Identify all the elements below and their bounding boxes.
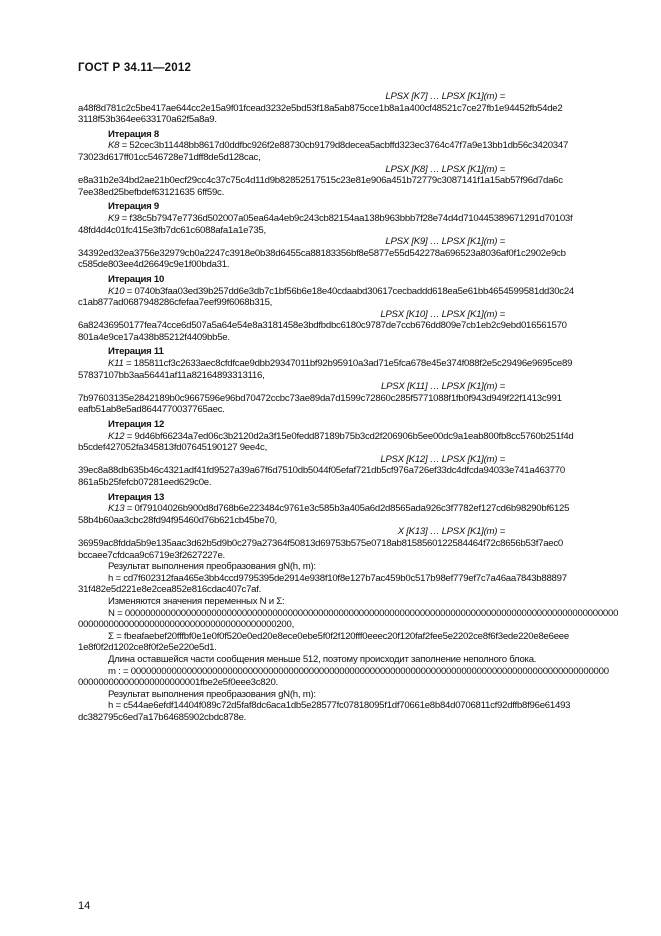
hex-line: 39ec8a88db635b46c4321adf41fd9527a39a67f6d7510db5044f05efaf721db5cf976a726ef33dc4dfcda94033e741a463770	[78, 465, 565, 477]
hash-line: h = cd7f602312faa465e3bb4ccd9795395de2914e938f10f8e127b7ac459b0c517b98ef779ef7c7a46aa7843b88897	[108, 572, 567, 584]
page-number: 14	[78, 900, 91, 912]
message-line: m : = 0000000000000000000000000000000000000000000000000000000000000000000000000000000000000000000000	[108, 665, 609, 677]
formula-line: LPSX [K8] … LPSX [K1](m) =	[385, 163, 505, 175]
hex-line: e8a31b2e34bd2ae21b0ecf29cc4c37c75c4d11d9b82852517515c23e81e906a451b72779c3087141f1a15ab57f96d7da6c	[78, 175, 563, 187]
iteration-heading: Итерация 12	[108, 419, 165, 431]
key-line: K8 = 52cec3b11448bb8617d0ddfbc926f2e88730cb9179d8decea5acbffd323ec3764c47f7a9e13bb1db56c3420347	[108, 140, 569, 152]
iteration-heading: Итерация 9	[108, 201, 160, 213]
hex-line: b5cdef427052fa345813fd07645190127 9ee4c,	[78, 442, 267, 454]
hex-line: 57837107bb3aa56441af11a82164893313116,	[78, 369, 265, 381]
hex-line: 861a5b25fefcb07281eed629c0e.	[78, 477, 212, 488]
formula-line: X [K13] … LPSX [K1](m) =	[397, 526, 505, 538]
formula-line: LPSX [K11] … LPSX [K1](m) =	[381, 381, 505, 393]
hex-line: dc382795c6ed7a17b64685902cbdc878e.	[78, 711, 247, 723]
hex-line: 1e8f0f2d1202ce8f0f2e5e220e5d1.	[78, 642, 217, 654]
iteration-heading: Итерация 11	[108, 346, 164, 358]
key-line: K9 = f38c5b7947e7736d502007a05ea64a4eb9c243cb82154aa138b963bbb7f28e74d4d710445389671291d70103f	[108, 212, 573, 224]
sigma-line: Σ = fbeafaebef20fffbf0e1e0f0f520e0ed20e8ece0ebe5f0f2f120fff0eeec20f120faf2fee5e2202ce8f6f3ede220e8e6eee	[108, 630, 569, 642]
counter-line: N = 0000000000000000000000000000000000000000000000000000000000000000000000000000000000000000000000000	[108, 607, 619, 619]
document-body	[78, 91, 619, 723]
hex-line: 73023d617ff01cc546728e71dff8de5d128cac,	[78, 151, 261, 163]
key-line: K12 = 9d46bf66234a7ed06c3b2120d2a3f15e0fedd87189b75b3cd2f206906b5ee00dc9a1eab800fb8cc5760b251f4d	[108, 430, 574, 442]
formula-line: LPSX [K7] … LPSX [K1](m) =	[385, 91, 505, 102]
formula-line: LPSX [K10] … LPSX [K1](m) =	[380, 308, 505, 320]
hex-line: eafb51ab8e5ad8644770037765aec.	[78, 404, 225, 416]
hex-line: 7b97603135e2842189b0c9667596e96bd70472ccbc73ae89da7d1599c72860c285f5771088f1fb0f943d949f22f1413c991	[78, 392, 562, 404]
document-header: ГОСТ Р 34.11—2012	[78, 62, 192, 74]
paragraph-text: Изменяются значения переменных N и Σ:	[108, 595, 285, 607]
hash-line: h = c544ae6efdf14404f089c72d5faf8dc6aca1db5e28577fc07818095f1df70661e8b84d0706811cf92dffb8f96e61493	[108, 700, 571, 712]
iteration-heading: Итерация 10	[108, 273, 165, 285]
hex-line: 31f482e5d221e8e2cea852e816cdac407c7af.	[78, 584, 262, 596]
formula-line: LPSX [K9] … LPSX [K1](m) =	[385, 236, 505, 248]
hex-line: 58b4b60aa3cbc28fd94f95460d76b621cb45be70,	[78, 514, 277, 526]
iteration-heading: Итерация 13	[108, 491, 165, 503]
formula-line: LPSX [K12] … LPSX [K1](m) =	[380, 453, 505, 465]
hex-line: c1ab877ad0687948286cfefaa7eef99f6068b315,	[78, 297, 273, 309]
key-line: K11 = 185811cf3c2633aec8cfdfcae9dbb29347011bf92b95910a3ad71e5fca678e45e374f088f2e5c29496e9695ce89	[108, 358, 573, 370]
paragraph-text: Результат выполнения преобразования gN(h, m):	[108, 688, 316, 700]
iteration-heading: Итерация 8	[108, 128, 160, 140]
hex-line: 48fd4d4c01fc415e3fb7dc61c6088afa1a1e735,	[78, 224, 266, 236]
key-line: K13 = 0f79104026b900d8d768b6e223484c9761e3c585b3a405a6d2d8565ada926c3f7782ef127cd6b98290bf6125	[108, 503, 570, 515]
hex-line: 000000000000000000000000000000000000000200,	[78, 619, 295, 631]
hex-line: 7ee38ed25befbdef63121635 6ff59c.	[78, 186, 225, 198]
hex-line: bccaee7cfdcaa9c6719e3f2627227e.	[78, 549, 225, 561]
paragraph-text: Результат выполнения преобразования gN(h, m):	[108, 561, 316, 573]
hex-line: 36959ac8fdda5b9e135aac3d62b5d9b0c279a27364f50813d69753b575e0718ab8158560122584464f72c8656b53f7aec0	[78, 537, 564, 549]
hex-line: 34392ed32ea3756e32979cb0a2247c3918e0b38d6455ca88183356bf8e5877e55d542278a696523a8036af0f1c2902e9cb	[78, 247, 566, 259]
hex-line: 801a4e9ce17a438b85212f4409bb5e.	[78, 331, 230, 343]
hex-line: a48f8d781c2c5be417ae644cc2e15a9f01fcead3232e5bd53f18a5ab875cce1b8a1a400cf48521c7ce27fb1e94452fb54de2	[78, 102, 563, 114]
hex-line: 6a82436950177fea74cce6d507a5a64e54e8a3181458e3bdfbdbc6180c9787de7ccb676dd809e7cb1eb2c9ebd016561570	[78, 320, 567, 332]
paragraph-text: Длина оставшейся части сообщения меньше 512, поэтому происходит заполнение неполного блока.	[108, 653, 537, 665]
hex-line: 000000000000000000000001fbe2e5f0eee3c820.	[78, 677, 278, 689]
hex-line: 3118f53b364ee633170a62f5a8a9.	[78, 114, 217, 126]
hex-line: c585de803ee4d26649c9e1f00bda31.	[78, 259, 230, 271]
key-line: K10 = 0740b3faa03ed39b257dd6e3db7c1bf56b6e18e40cdaabd30617cecbaddd618ea5e61bb4654599581dd30c24	[108, 285, 575, 297]
